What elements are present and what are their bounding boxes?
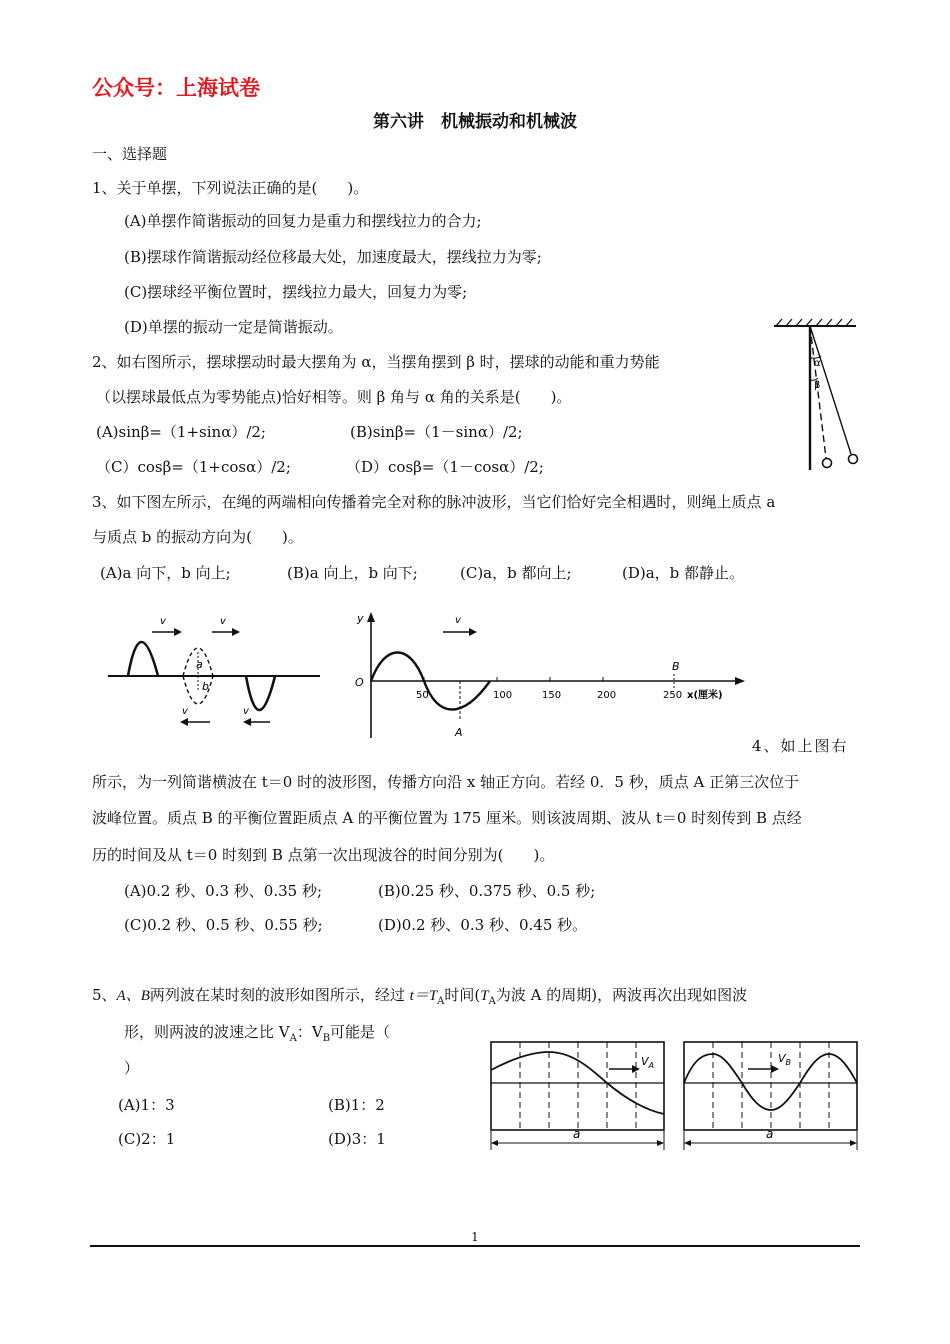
pulse-v-label-3: v xyxy=(182,706,188,717)
wave-B-length-label: a xyxy=(766,1127,774,1141)
q5-stem-line3: ） xyxy=(124,1059,140,1077)
q4-option-b: (B)0.25 秒、0.375 秒、0.5 秒; xyxy=(378,882,596,900)
q3-option-d: (D)a，b 都静止。 xyxy=(622,564,745,582)
pulse-v-label-2: v xyxy=(220,616,226,627)
pulse-v-label-4: v xyxy=(243,706,249,717)
pendulum-figure xyxy=(770,318,860,473)
q2-stem-line1: 2、如右图所示，摆球摆动时最大摆角为 α，当摆角摆到 β 时，摆球的动能和重力势能 xyxy=(92,353,660,371)
tick-200: 200 xyxy=(597,690,617,701)
q5-option-a: (A)1：3 xyxy=(118,1096,175,1114)
q4-option-c: (C)0.2 秒、0.5 秒、0.55 秒; xyxy=(124,916,323,934)
q3-option-c: (C)a，b 都向上; xyxy=(460,564,572,582)
q1-option-a: (A)单摆作简谐振动的回复力是重力和摆线拉力的合力; xyxy=(124,212,482,230)
q1-option-d: (D)单摆的振动一定是简谐振动。 xyxy=(124,318,343,336)
q4-line3: 历的时间及从 t＝0 时刻到 B 点第一次出现波谷的时间分别为( )。 xyxy=(92,846,555,864)
page-number: 1 xyxy=(471,1230,479,1244)
tick-150: 150 xyxy=(542,690,562,701)
q4-line1: 所示，为一列简谐横波在 t＝0 时的波形图，传播方向沿 x 轴正方向。若经 0．5 秒，质点 A 正第三次位于 xyxy=(92,773,800,791)
point-A-label: A xyxy=(455,726,463,739)
pulse-v-label-1: v xyxy=(160,616,166,627)
q2-option-b: (B)sinβ=（1－sinα）/2; xyxy=(350,423,523,441)
tick-100: 100 xyxy=(493,690,513,701)
pulse-label-a: a xyxy=(196,658,203,671)
q4-option-d: (D)0.2 秒、0.3 秒、0.45 秒。 xyxy=(378,916,588,934)
q1-option-c: (C)摆球经平衡位置时，摆线拉力最大，回复力为零; xyxy=(124,283,468,301)
q5-option-b: (B)1：2 xyxy=(328,1096,385,1114)
axis-x-label: x(厘米) xyxy=(687,690,723,701)
tick-250: 250 xyxy=(663,690,683,701)
q2-option-a: (A)sinβ=（1+sinα）/2; xyxy=(96,423,266,441)
q3-option-a: (A)a 向下，b 向上; xyxy=(100,564,231,582)
pulse-label-b: b xyxy=(202,680,209,693)
q2-option-c: （C）cosβ=（1+cosα）/2; xyxy=(96,458,291,476)
wave-graph-figure xyxy=(345,610,750,740)
q1-stem: 1、关于单摆，下列说法正确的是( )。 xyxy=(92,179,369,197)
footer-rule xyxy=(90,1245,860,1247)
origin-label: O xyxy=(355,676,364,689)
q5-option-c: (C)2：1 xyxy=(118,1130,176,1148)
section-heading: 一、选择题 xyxy=(92,145,168,163)
wave-A-figure xyxy=(485,1038,670,1153)
page-title: 第六讲 机械振动和机械波 xyxy=(373,112,577,132)
q5-option-d: (D)3：1 xyxy=(328,1130,386,1148)
q2-option-d: （D）cosβ=（1－cosα）/2; xyxy=(346,458,544,476)
axis-y-label: y xyxy=(357,612,364,625)
wave-v-label: v xyxy=(455,615,461,626)
pendulum-beta-label: β xyxy=(814,380,821,391)
point-B-label: B xyxy=(672,660,680,673)
wave-A-velocity-label: $V_A$ xyxy=(641,1055,655,1070)
q4-option-a: (A)0.2 秒、0.3 秒、0.35 秒; xyxy=(124,882,323,900)
brand-label: 公众号：上海试卷 xyxy=(92,76,260,100)
q3-stem-line2: 与质点 b 的振动方向为( )。 xyxy=(92,528,303,546)
pendulum-alpha-label: α xyxy=(814,358,821,369)
wave-B-velocity-label: $V_B$ xyxy=(778,1052,792,1067)
q1-option-b: (B)摆球作简谐振动经位移最大处，加速度最大，摆线拉力为零; xyxy=(124,248,542,266)
pulse-wave-figure xyxy=(100,610,325,735)
q2-stem-line2: （以摆球最低点为零势能点)恰好相等。则 β 角与 α 角的关系是( )。 xyxy=(96,388,572,406)
wave-A-length-label: a xyxy=(573,1127,581,1141)
q4-lead: 4、如上图右 xyxy=(752,737,849,755)
q5-stem-line1: 5、A、B两列波在某时刻的波形如图所示，经过 $t=T_A$时间($T_A$为波 A 的周期)，两波再次出现如图波 xyxy=(92,986,748,1007)
tick-50: 50 xyxy=(416,690,429,701)
wave-B-figure xyxy=(678,1038,863,1153)
q3-stem-line1: 3、如下图左所示，在绳的两端相向传播着完全对称的脉冲波形，当它们恰好完全相遇时，则绳上质点 a xyxy=(92,493,776,511)
q3-option-b: (B)a 向上，b 向下; xyxy=(287,564,418,582)
q4-line2: 波峰位置。质点 B 的平衡位置距质点 A 的平衡位置为 175 厘米。则该波周期、波从 t＝0 时刻传到 B 点经 xyxy=(92,809,802,827)
q5-stem-line2: 形，则两波的波速之比 $V_A$：$V_B$可能是（ xyxy=(124,1023,391,1044)
